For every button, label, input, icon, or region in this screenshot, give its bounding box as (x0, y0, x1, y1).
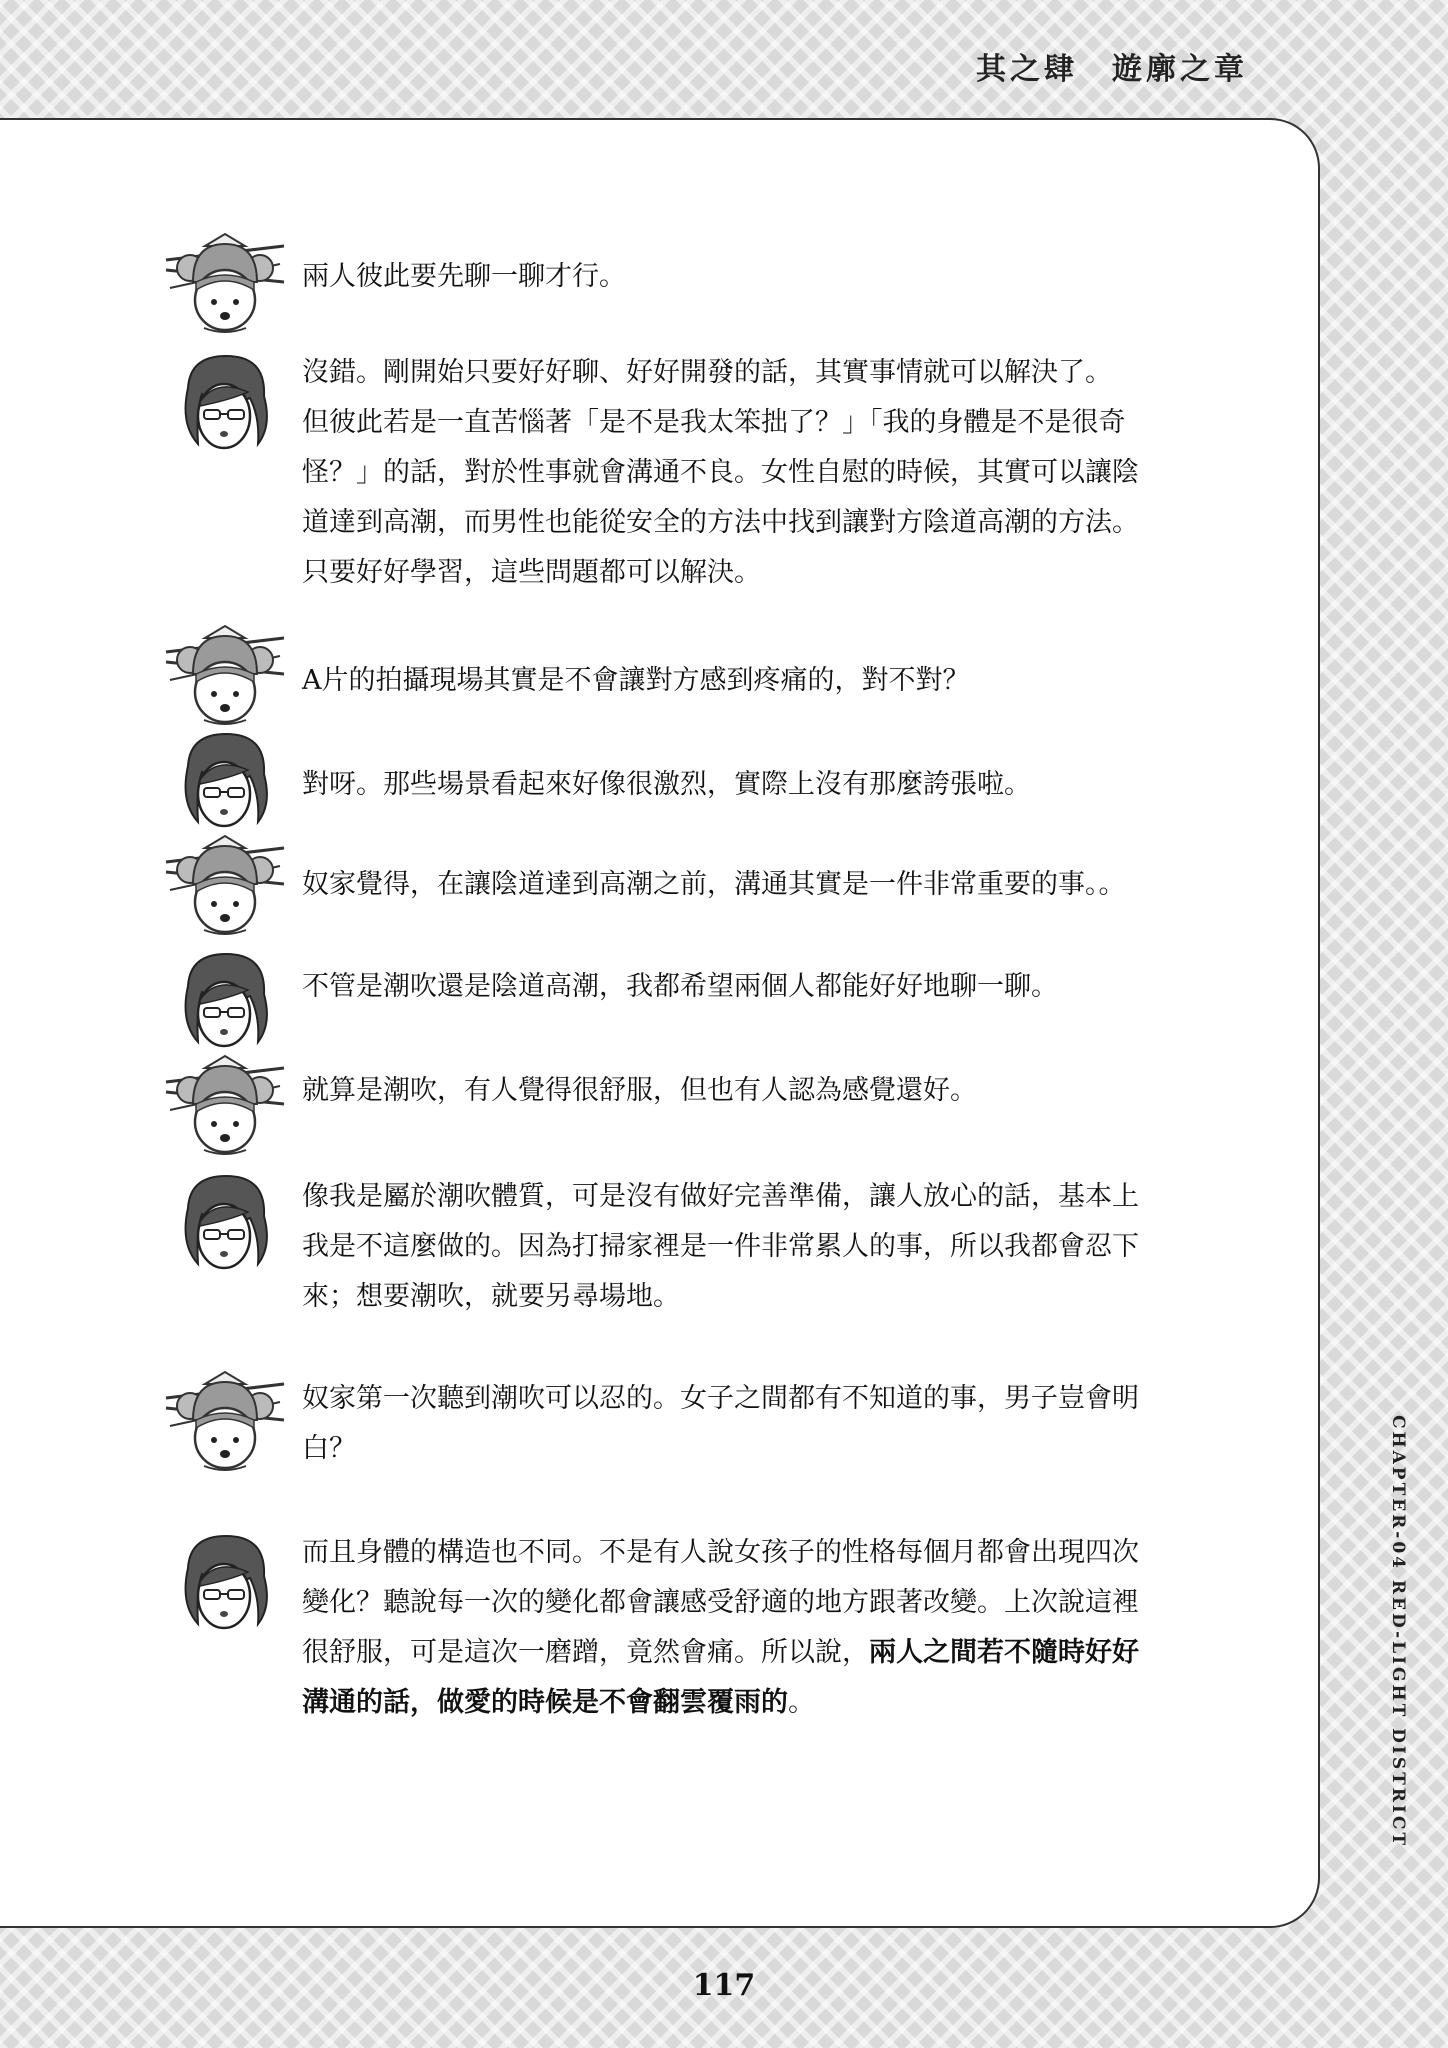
dialogue-text: 就算是潮吹，有人覺得很舒服，但也有人認為感覺還好。 (302, 1075, 977, 1106)
emphasis-text: 溝通的話，做愛的時候是不會翻雲覆雨的 (302, 1687, 788, 1718)
dialogue-text: 沒錯。剛開始只要好好聊、好好開發的話，其實事情就可以解決了。 但彼此若是一直苦惱著「是不是我太笨拙了？」「我的身體是不是很奇 怪？」的話，對於性事就會溝通不良。女性自慰的時候，其實可以讓陰 道達到高潮，而男性也能從安全的方法中找到讓對方陰道高潮的方法。 只要好好學習，這些問題都可以解決。 (302, 357, 1139, 588)
woman-glasses-avatar-icon (160, 348, 290, 458)
courtesan-avatar-icon (160, 232, 290, 342)
dialogue-text: 而且身體的構造也不同。不是有人說女孩子的性格每個月都會出現四次 變化？聽說每一次的變化都會讓感受舒適的地方跟著改變。上次說這裡 很舒服，可是這次一磨蹭，竟然會痛。所以說，兩人之間若不隨時好好 溝通的話，做愛的時候是不會翻雲覆雨的。 (302, 1537, 1139, 1718)
dialogue-text: 對呀。那些場景看起來好像很激烈，實際上沒有那麼誇張啦。 (302, 769, 1031, 800)
courtesan-avatar-icon (160, 624, 290, 734)
woman-glasses-avatar-icon (160, 946, 290, 1056)
dialogue-text: 像我是屬於潮吹體質，可是沒有做好完善準備，讓人放心的話，基本上 我是不這麼做的。因為打掃家裡是一件非常累人的事，所以我都會忍下 來；想要潮吹，就要另尋場地。 (302, 1181, 1139, 1312)
dialogue-text: 兩人彼此要先聊一聊才行。 (302, 261, 626, 292)
dialogue-text: 奴家覺得，在讓陰道達到高潮之前，溝通其實是一件非常重要的事。。 (302, 869, 1126, 900)
courtesan-avatar-icon (160, 1370, 290, 1480)
chapter-title: 其之肆 遊廓之章 (976, 52, 1248, 87)
courtesan-avatar-icon (160, 834, 290, 944)
page-number: 117 (692, 1968, 756, 2003)
chapter-side-label: CHAPTER-04 RED-LIGHT DISTRICT (1388, 1415, 1408, 1849)
woman-glasses-avatar-icon (160, 1168, 290, 1278)
woman-glasses-avatar-icon (160, 726, 290, 836)
dialogue-text: 不管是潮吹還是陰道高潮，我都希望兩個人都能好好地聊一聊。 (302, 971, 1058, 1002)
dialogue-text: A片的拍攝現場其實是不會讓對方感到疼痛的，對不對？ (302, 665, 970, 696)
woman-glasses-avatar-icon (160, 1528, 290, 1638)
emphasis-text: 兩人之間若不隨時好好 (869, 1637, 1139, 1668)
courtesan-avatar-icon (160, 1054, 290, 1164)
dialogue-text: 奴家第一次聽到潮吹可以忍的。女子之間都有不知道的事，男子豈會明 白？ (302, 1383, 1139, 1464)
